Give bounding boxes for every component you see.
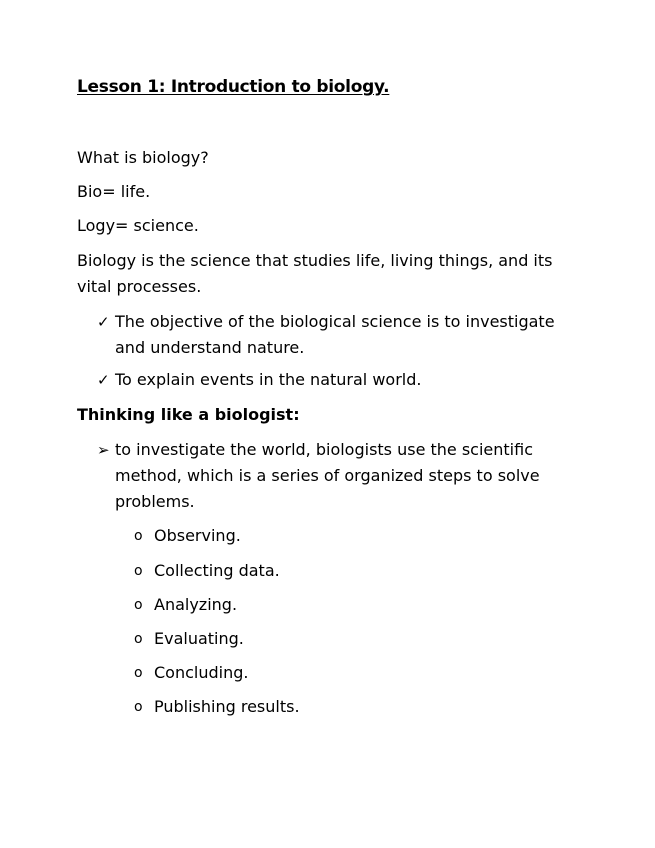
step-text: Observing.	[154, 526, 241, 545]
circle-bullet-icon: o	[134, 631, 143, 647]
circle-bullet-icon: o	[134, 563, 143, 579]
method-description: to investigate the world, biologists use the scientific method, which is a series of organized steps to solve problems.	[115, 440, 540, 511]
circle-bullet-icon: o	[134, 699, 143, 715]
step-text: Publishing results.	[154, 697, 300, 716]
step-text: Collecting data.	[154, 561, 280, 580]
section-heading-colon: :	[293, 405, 300, 424]
logy-definition: Logy= science.	[77, 216, 199, 235]
bio-definition: Bio= life.	[77, 182, 151, 201]
circle-bullet-icon: o	[134, 528, 143, 544]
check-mark-icon: ✓	[97, 371, 110, 389]
step-text: Evaluating.	[154, 629, 244, 648]
biology-definition: Biology is the science that studies life, living things, and its vital processes.	[77, 251, 553, 296]
section-heading-text: Thinking like a biologist	[77, 405, 294, 424]
question-line: What is biology?	[77, 148, 209, 167]
objective-text: The objective of the biological science is to investigate and understand nature.	[115, 312, 555, 357]
step-text: Analyzing.	[154, 595, 238, 614]
check-mark-icon: ✓	[97, 313, 110, 331]
section-heading	[77, 402, 300, 428]
arrow-bullet-icon: ➢	[97, 441, 110, 459]
step-text: Concluding.	[154, 663, 249, 682]
lesson-title: Lesson 1: Introduction to biology.	[77, 77, 390, 97]
objective-text: To explain events in the natural world.	[115, 370, 422, 389]
circle-bullet-icon: o	[134, 597, 143, 613]
circle-bullet-icon: o	[134, 665, 143, 681]
